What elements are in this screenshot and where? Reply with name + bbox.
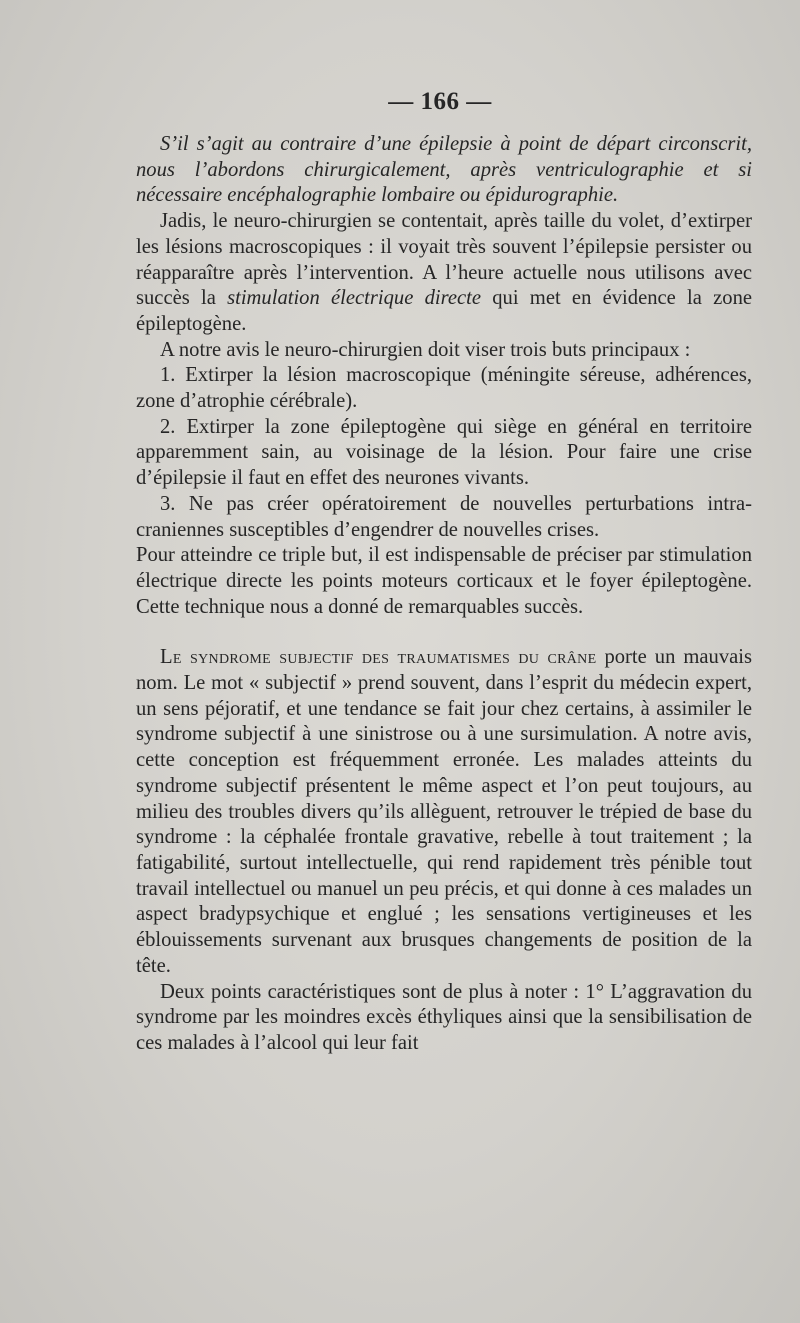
page-number: — 166 — <box>388 88 492 115</box>
paragraph-intro: S’il s’agit au contraire d’une épilepsie à point de départ circonscrit, nous l’abordons chirurgicalement, après ventriculographie et si nécessaire encéphalographie lombaire ou épidurographie. <box>136 133 752 207</box>
list-item-goal-2: 2. Extirper la zone épileptogène qui siège en général en territoire apparemment sain, au voisinage de la lésion. Pour faire une crise d’épilepsie il faut en effet des neurones vivants. <box>136 415 752 490</box>
paragraph-goals: A notre avis le neuro-chirurgien doit viser trois buts principaux : <box>160 338 691 361</box>
list-item-goal-3: 3. Ne pas créer opératoirement de nouvelles perturbations intra-craniennes susceptibles d’engendrer de nouvelles crises. <box>136 492 752 541</box>
list-item-goal-1: 1. Extirper la lésion macroscopique (méningite séreuse, adhérences, zone d’atrophie cérébrale). <box>136 364 752 413</box>
body-text <box>136 132 752 1057</box>
paragraph-syndrome-text: porte un mauvais nom. Le mot « subjectif » prend souvent, dans l’esprit du médecin expert, un sens péjoratif, et une tendance se fait jour chez certains, à assimiler le syndrome subjectif à une sinistrose ou à une sursimulation. A notre avis, cette conception est fréquemment erronée. Les malades atteints du syndrome subjectif présentent le même aspect et l’on peut toujours, au milieu des troubles divers qu’ils allèguent, retrouver le trépied de base du syndrome : la céphalée frontale gravative, rebelle à tout traitement ; la fatigabilité, surtout intellectuelle, qui rend rapidement très pénible tout travail intellectuel ou manuel un peu précis, et qui donne à ces malades un aspect bradypsychique et englué ; les sensations vertigineuses et les éblouissements survenant aux brusques changements de position de la tête. <box>136 646 752 977</box>
paragraph-technique: Pour atteindre ce triple but, il est indispensable de préciser par stimulation électrique directe les points moteurs corticaux et le foyer épileptogène. Cette technique nous a donné de remarquables succès. <box>136 544 752 618</box>
section-heading-syndrome: Le syndrome subjectif des traumatismes du crâne <box>160 646 597 669</box>
paragraph-syndrome <box>136 645 752 979</box>
paragraph-history <box>136 209 752 338</box>
paragraph-history-start: Jadis, le neuro-chirurgien se contentait, après taille du volet, d’extirper les lésions macroscopiques : il voyait très souvent l’épilepsie persister ou réapparaître après l’intervention. A l’heure actuelle nous utilisons avec succès la <box>136 210 752 310</box>
paragraph-history-end: qui met en évidence la zone épileptogène. <box>136 287 753 335</box>
paragraph-characteristics: Deux points caractéristiques sont de plus à noter : 1° L’aggravation du syndrome par les moindres excès éthyliques ainsi que la sensibilisation de ces malades à l’alcool qui leur fait <box>136 980 752 1054</box>
paragraph-history-emphasis: stimulation électrique directe <box>227 287 482 310</box>
